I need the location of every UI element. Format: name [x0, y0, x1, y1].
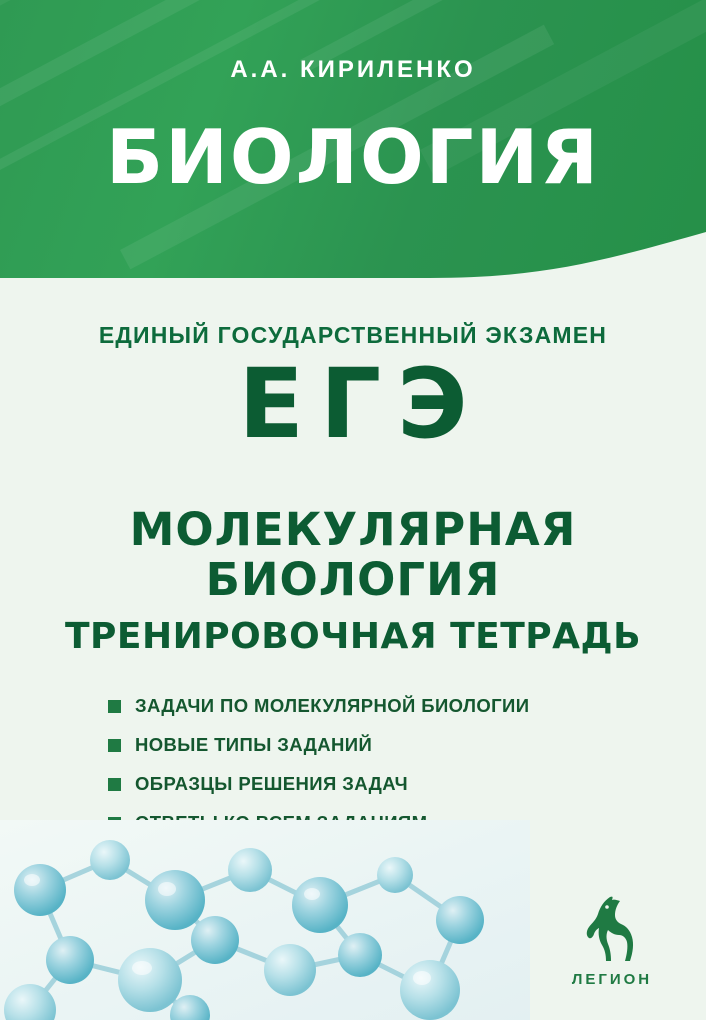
list-item	[108, 773, 628, 795]
topic-block	[0, 505, 706, 664]
subject-title: БИОЛОГИЯ	[105, 113, 601, 201]
topic-line-2: БИОЛОГИЯ	[205, 553, 501, 607]
ege-abbreviation: ЕГЭ	[238, 348, 484, 460]
feature-label: ОБРАЗЦЫ РЕШЕНИЯ ЗАДАЧ	[135, 773, 408, 794]
list-item	[108, 695, 628, 717]
feature-label: НОВЫЕ ТИПЫ ЗАДАНИЙ	[135, 734, 373, 755]
horse-logo-icon	[580, 893, 644, 965]
square-bullet-icon	[108, 778, 121, 791]
molecule-illustration	[0, 820, 530, 1020]
publisher-block	[552, 893, 672, 988]
publisher-name: ЛЕГИОН	[571, 971, 653, 988]
feature-label: ЗАДАЧИ ПО МОЛЕКУЛЯРНОЙ БИОЛОГИИ	[135, 695, 530, 716]
list-item	[108, 734, 628, 756]
band-curve-divider	[0, 232, 706, 302]
square-bullet-icon	[108, 739, 121, 752]
exam-type-label: ЕДИНЫЙ ГОСУДАРСТВЕННЫЙ ЭКЗАМЕН	[98, 322, 608, 348]
topic-line-1: МОЛЕКУЛЯРНАЯ	[129, 503, 577, 556]
author-name: А.А. КИРИЛЕНКО	[230, 56, 476, 83]
topic-line-3: ТРЕНИРОВОЧНАЯ ТЕТРАДЬ	[64, 615, 642, 657]
square-bullet-icon	[108, 700, 121, 713]
